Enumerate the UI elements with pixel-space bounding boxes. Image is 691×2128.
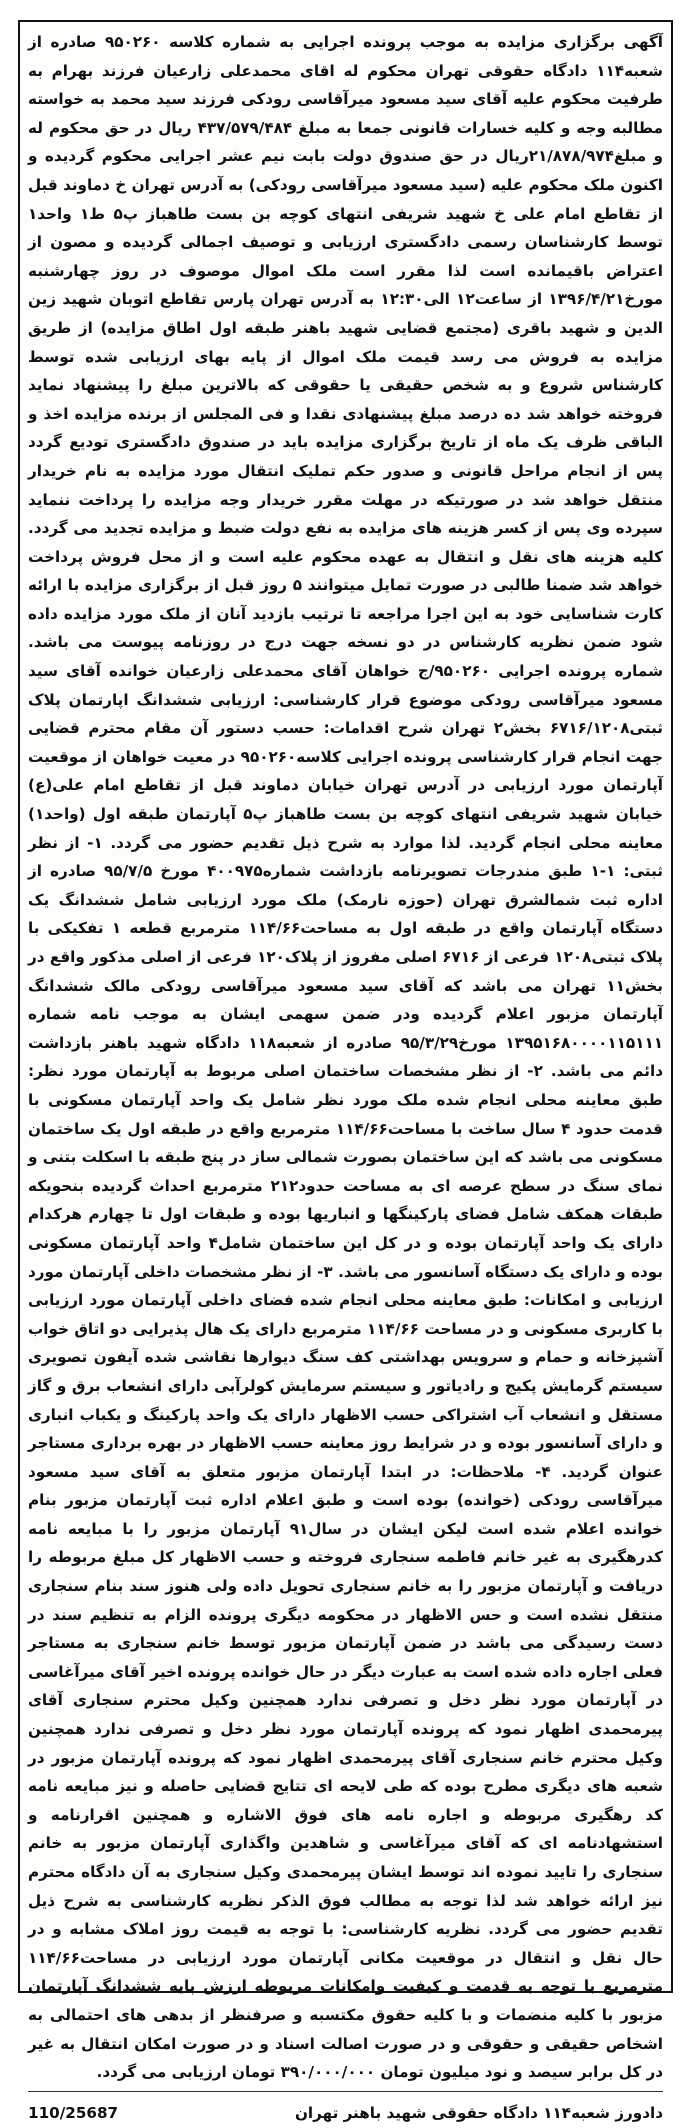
issuer-signature: دادورز شعبه۱۱۴ دادگاه حقوقی شهید باهنر تهران [294,2103,663,2122]
notice-code: 110/25687 [28,2103,119,2122]
auction-notice [18,20,673,2122]
notice-footer [28,2091,663,2128]
notice-body [28,28,663,2087]
notice-paragraph: آگهی برگزاری مزایده به موجب پرونده اجرایی به شماره کلاسه ۹۵۰۲۶۰ صادره از شعبه۱۱۴ دادگاه حقوقی تهران محکوم له اقای محمدعلی زارعیان فرزند بهرام به طرفیت محکوم علیه آقای سید مسعود میرآقاسی رودکی فرزند سید محمد به خواسته مطالبه وجه و کلیه خسارات قانونی جمعا به مبلغ ۴۳۷/۵۷۹/۴۸۴ ریال در حق محکوم له و مبلغ۲۱/۸۷۸/۹۷۴ریال در حق صندوق دولت بابت نیم عشر اجرایی محکوم گردیده و اکنون ملک محکوم علیه (سید مسعود میرآقاسی رودکی) به آدرس تهران خ دماوند قبل از تقاطع امام علی خ شهید شریفی انتهای کوچه بن بست طاهباز پ۵ ط۱ واحد۱ توسط کارشناسان رسمی دادگستری ارزیابی و توصیف اجمالی گردیده و مصون از اعتراض باقیمانده است لذا مقرر است ملک اموال موصوف در روز چهارشنبه مورخ۱۳۹۶/۴/۲۱ از ساعت۱۲ الی۱۲:۳۰ به آدرس تهران پارس تقاطع اتوبان شهید زین الدین و شهید باقری (مجتمع قضایی شهید باهنر طبقه اول اطاق مزایده) از طریق مزایده به فروش می رسد قیمت ملک اموال از پایه بهای ارزیابی شده توسط کارشناس شروع و به شخص حقیقی یا حقوقی که بالاترین مبلغ را پیشنهاد نماید فروخته خواهد شد ده درصد مبلغ پیشنهادی نقدا و فی المجلس از برنده مزایده اخذ و الباقی ظرف یک ماه از تاریخ برگزاری مزایده باید در صندوق دادگستری تودیع گردد پس از انجام مراحل قانونی و صدور حکم تملیک انتقال مورد مزایده به نام خریدار منتقل خواهد شد در صورتیکه در مهلت مقرر خریدار وجه مزایده را پرداخت ننماید سپرده وی پس از کسر هزینه های مزایده به نفع دولت ضبط و مزایده تجدید می گردد. کلیه هزینه های نقل و انتقال به عهده محکوم علیه است و از محل فروش پرداخت خواهد شد ضمنا طالبی در صورت تمایل میتوانند ۵ روز قبل از برگزاری مزایده با ارائه کارت شناسایی خود به این اجرا مراجعه تا ترتیب بازدید آنان از ملک مورد مزایده داده شود ضمن نظریه کارشناس در دو نسخه جهت درج در روزنامه پیوست می باشد. شماره پرونده اجرایی ۹۵۰۲۶۰/ج خواهان آقای محمدعلی زارعیان خوانده آقای سید مسعود میرآقاسی رودکی موضوع قرار کارشناسی: ارزیابی ششدانگ اپارتمان پلاک ثبتی۶۷۱۶/۱۲۰۸ بخش۲ تهران شرح اقدامات: حسب دستور آن مقام محترم قضایی جهت انجام قرار کارشناسی پرونده اجرایی کلاسه۹۵۰۲۶۰ در معیت خواهان از موقعیت آپارتمان مورد ارزیابی در آدرس تهران خیابان دماوند قبل از تقاطع امام علی(ع) خیابان شهید شریفی انتهای کوچه بن بست طاهباز پ۵ آپارتمان طبقه اول (واحد۱) معاینه محلی انجام گردید. لذا موارد به شرح ذیل تقدیم حضور می گردد. ۱- از نظر ثبتی: ۱-۱ طبق مندرجات تصویرنامه بازداشت شماره۴۰۰۹۷۵ مورخ ۹۵/۷/۵ صادره از اداره ثبت شمالشرق تهران (حوزه نارمک) ملک مورد ارزیابی شامل ششدانگ یک دستگاه آپارتمان واقع در طبقه اول به مساحت۱۱۴/۶۶ مترمربع قطعه ۱ تفکیکی با پلاک ثبتی۱۲۰۸ فرعی از ۶۷۱۶ اصلی مفروز از پلاک۱۲۰ فرعی از اصلی مذکور واقع در بخش۱۱ تهران می باشد که آقای سید مسعود میرآقاسی رودکی مالک ششدانگ آپارتمان مزبور اعلام گردیده ودر ضمن سهمی ایشان به موجب نامه شماره ۱۳۹۵۱۶۸۰۰۰۰۱۱۵۱۱۱ مورخ۹۵/۳/۲۹ صادره از شعبه۱۱۸ دادگاه شهید باهنر بازداشت دائم می باشد. ۲- از نظر مشخصات ساختمان اصلی مربوط به آپارتمان مورد نظر: طبق معاینه محلی انجام شده ملک مورد نظر شامل یک واحد آپارتمان مسکونی با قدمت حدود ۴ سال ساخت با مساحت۱۱۴/۶۶ مترمربع واقع در طبقه اول یک ساختمان مسکونی می باشد که این ساختمان بصورت شمالی ساز در پنج طبقه با اسکلت بتنی و نمای سنگ در سطح عرصه ای به مساحت حدود۲۱۲ مترمربع احداث گردیده بنحویکه طبقات همکف شامل فضای پارکینگها و انباریها بوده و طبقات اول تا چهارم هرکدام دارای یک واحد آپارتمان بوده و در کل این ساختمان شامل۴ واحد آپارتمان مسکونی بوده و دارای یک دستگاه آسانسور می باشد. ۳- از نظر مشخصات داخلی آپارتمان مورد ارزیابی و امکانات: طبق معاینه محلی انجام شده فضای داخلی آپارتمان مورد ارزیابی با کاربری مسکونی و در مساحت ۱۱۴/۶۶ مترمربع دارای یک هال پذیرایی دو اتاق خواب آشپزخانه و حمام و سرویس بهداشتی کف سنگ دیوارها نقاشی شده آیفون تصویری سیستم گرمایش پکیج و رادیاتور و سیستم سرمایش کولرآبی دارای انشعاب برق و گاز مستقل و انشعاب آب اشتراکی حسب الاظهار دارای یک واحد پارکینگ و یکباب انباری و دارای آسانسور بوده و در شرایط روز معاینه حسب الاظهار در بهره برداری مستاجر عنوان گردید. ۴- ملاحظات: در ابتدا آپارتمان مزبور متعلق به آقای سید مسعود میرآقاسی رودکی (خوانده) بوده است و طبق اعلام اداره ثبت آپارتمان مزبور بنام خوانده اعلام شده است لیکن ایشان در سال۹۱ آپارتمان مزبور را با مبایعه نامه کدرهگیری به غیر خانم فاطمه سنجاری فروخته و حسب الاظهار کل مبلغ مربوطه را دریافت و آپارتمان مزبور را به خانم سنجاری تحویل داده ولی هنوز سند بنام سنجاری منتقل نشده است و حس الاظهار در محکومه دیگری پرونده الزام به تنظیم سند در دست رسیدگی می باشد در ضمن آپارتمان مزبور توسط خانم سنجاری به مستاجر فعلی اجاره داده شده است به عبارت دیگر در حال خوانده پرونده اخیر آقای میرآغاسی در آپارتمان مورد نظر دخل و تصرفی ندارد همچنین وکیل محترم سنجاری آقای پیرمحمدی اظهار نمود که پرونده آپارتمان مورد نظر دخل و تصرفی ندارد همچنین وکیل محترم خانم سنجاری آقای پیرمحمدی اظهار نمود که پرونده آپارتمان مزبور در شعبه های دیگری مطرح بوده که طی لایحه ای تتایج قضایی حاصله و نیز مبایعه نامه کد رهگیری مربوطه و اجاره نامه های فوق الاشاره و همچنین اقرارنامه و استشهادنامه ای که آقای میرآغاسی و شاهدین واگذاری آپارتمان مزبور به خانم سنجاری را تایید نموده اند توسط ایشان پیرمحمدی وکیل سنجاری به آن دادگاه محترم نیز ارائه خواهد شد لذا توجه به مطالب فوق الذکر نظریه کارشناسی به شرح ذیل تقدیم حضور می گردد. نظریه کارشناسی: با توجه به قیمت روز املاک مشابه و در حال نقل و انتقال در موقعیت مکانی آپارتمان مورد ارزیابی در مساحت۱۱۴/۶۶ مترمربع با توجه به قدمت و کیفیت وامکانات مربوطه ارزش پایه ششدانگ آپارتمان مزبور با کلیه منضمات و با کلیه حقوق مکتسبه و صرفنظر از بدهی های احتمالی به اشخاص حقیقی و حقوقی و در صورت اصالت اسناد و در صورت امکان انتقال به غیر در کل برابر سیصد و نود میلیون تومان ۳۹۰/۰۰۰/۰۰۰ تومان ارزیابی می گردد. [28,33,664,2082]
